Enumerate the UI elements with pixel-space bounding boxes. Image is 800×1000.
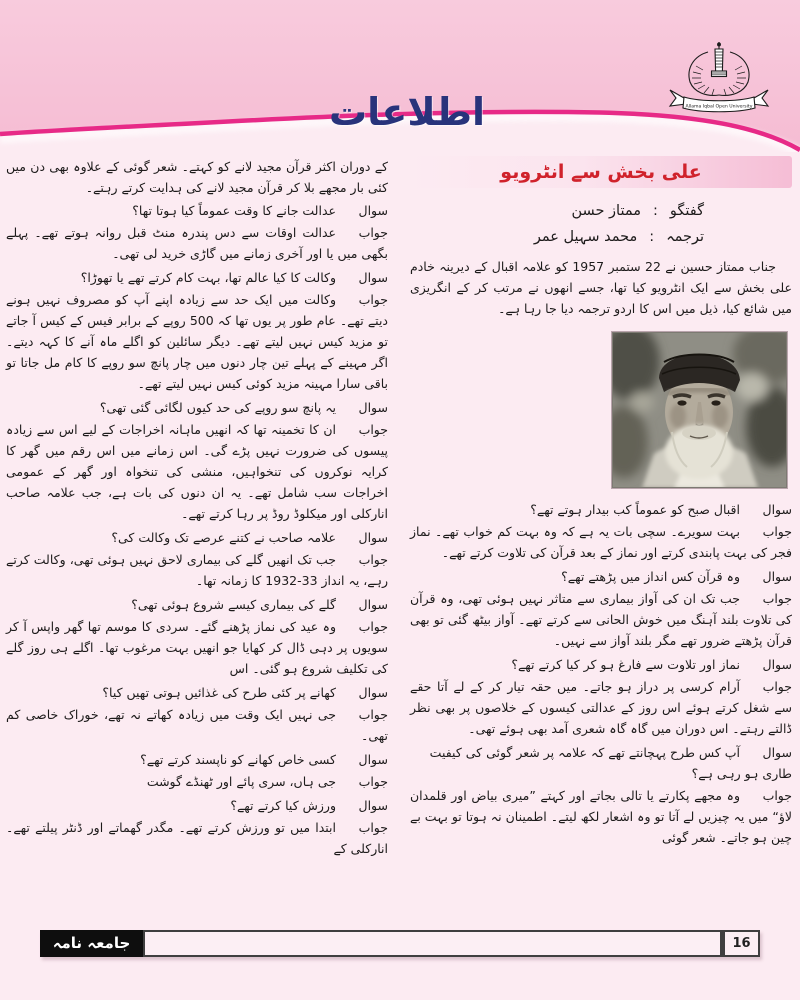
question-line: [6, 682, 388, 703]
answer-label: جواب: [358, 225, 388, 240]
credit-line: [410, 224, 704, 250]
intro-paragraph: جناب ممتاز حسین نے 22 ستمبر 1957 کو علامہ اقبال کے دیرینہ خادم علی بخش سے ایک انٹرویو کیا تھا، جسے انھوں نے مرتب کر کے انگریزی میں شائع کیا، ذیل میں اس کا اردو ترجمہ دیا جا رہا ہے۔: [410, 259, 792, 316]
answer-label: جواب: [358, 422, 388, 437]
qa-item: [6, 594, 388, 679]
left-qa-list: [6, 200, 388, 859]
question-text: علامہ صاحب نے کتنے عرصے تک وکالت کی؟: [111, 530, 336, 545]
question-line: [410, 566, 792, 587]
qa-item: [410, 566, 792, 651]
question-label: سوال: [358, 270, 388, 285]
answer-line: [410, 588, 792, 651]
question-line: [410, 654, 792, 675]
page-footer: [40, 930, 760, 957]
answer-label: جواب: [358, 619, 388, 634]
credit-line: [410, 198, 704, 224]
answer-text: بہت سویرے۔ سچی بات یہ ہے کہ وہ بہت کم خواب تھے۔ نماز فجر کی بہت پابندی کرتے اور نماز کے بعد قرآن کی تلاوت کرتے تھے۔: [410, 524, 792, 560]
question-text: آپ کس طرح پہچانتے تھے کہ علامہ پر شعر گوئی کی کیفیت طاری ہو رہی ہے؟: [429, 745, 792, 781]
qa-item: [410, 742, 792, 848]
answer-line: [6, 771, 388, 792]
question-text: وکالت کا کیا عالم تھا، بہت کام کرتے تھے یا تھوڑا؟: [80, 270, 336, 285]
question-label: سوال: [358, 798, 388, 813]
question-label: سوال: [762, 569, 792, 584]
answer-label: جواب: [762, 788, 792, 803]
answer-label: جواب: [762, 591, 792, 606]
page-number: 16: [722, 930, 760, 957]
credit-separator: :: [652, 203, 658, 219]
answer-text: ان کا تخمینہ تھا کہ انھیں ماہانہ اخراجات کے لیے اس سے زیادہ پیسوں کی ضرورت نہیں پڑے گی۔ اس زمانے میں اس رقم میں گھر کا کرایہ نوکروں کی تنخواہیں، منشی کی تنخواہ اور گھر کے عمومی اخراجات سب شامل تھے۔ یہ ان دنوں کی بات ہے، جب علامہ صاحب انارکلی اور میکلوڈ روڈ پر رہا کرتے تھے۔: [6, 422, 388, 521]
question-label: سوال: [762, 502, 792, 517]
answer-label: جواب: [358, 552, 388, 567]
answer-label: جواب: [358, 774, 388, 789]
right-qa-list: [410, 499, 792, 848]
qa-item: [6, 200, 388, 264]
question-text: گلے کی بیماری کیسے شروع ہوئی تھی؟: [131, 597, 336, 612]
question-line: [6, 749, 388, 770]
answer-label: جواب: [358, 820, 388, 835]
question-text: عدالت جانے کا وقت عموماً کیا ہوتا تھا؟: [132, 203, 336, 218]
qa-item: [6, 397, 388, 524]
question-line: [6, 594, 388, 615]
question-text: کسی خاص کھانے کو ناپسند کرتے تھے؟: [140, 752, 336, 767]
question-label: سوال: [358, 530, 388, 545]
continuation-paragraph: کے دوران اکثر قرآن مجید لانے کو کہتے۔ شعر گوئی کے علاوہ بھی دن میں کئی بار مجھے بلا کر قرآن مجید لانے کی ہدایت کرتے رہتے۔: [6, 159, 388, 195]
answer-line: [6, 289, 388, 394]
ali-bakhsh-photo: [611, 331, 788, 489]
answer-text: آرام کرسی پر دراز ہو جاتے۔ میں حقہ تیار کر کے لے آتا حقے سے شغل کرتے ہوئے اس روز کے عدالتی کیسوں کے خلاصوں پر بھی نظر ڈالتے رہتے۔ اس دوران میں گاہ گاہ شعری آمد بھی ہوئے تھی۔: [410, 679, 792, 736]
answer-text: وہ عید کی نماز پڑھنے گئے۔ سردی کا موسم تھا گھر واپس آ کر سویوں پر دہی ڈال کر کھایا جو انھیں بہت مرغوب تھا۔ اگلے ہی روز گلے کی تکلیف شروع ہو گئی۔ اس: [6, 619, 388, 676]
answer-text: جی نہیں ایک وقت میں زیادہ کھاتے نہ تھے، خوراک خاصی کم تھی۔: [6, 707, 388, 743]
answer-text: جب تک ان کی آواز بیماری سے متاثر نہیں ہوئی تھی، وہ قرآن کی تلاوت بلند آہنگ میں خوش الحانی سے کرتے تھے۔ آواز بیٹھ گئی تو بھی قرآن پڑھتے ضرور تھے مگر بلند آواز سے نہیں۔: [410, 591, 792, 648]
answer-text: عدالت اوقات سے دس پندرہ منٹ قبل روانہ ہوتے تھے۔ پہلے بگھی میں یا اور آخری زمانے میں گاڑی خرید لی تھی۔: [6, 225, 388, 261]
question-label: سوال: [358, 597, 388, 612]
answer-text: جب تک انھیں گلے کی بیماری لاحق نہیں ہوئی تھی، وکالت کرتے رہے، یہ انداز 33-1932 کا زمانہ تھا۔: [6, 552, 388, 588]
credits-block: [410, 196, 792, 252]
credit-separator: :: [649, 229, 655, 245]
question-label: سوال: [762, 745, 792, 760]
answer-label: جواب: [358, 292, 388, 307]
answer-text: جی ہاں، سری پائے اور ٹھنڈے گوشت: [146, 774, 336, 789]
answer-text: ابتدا میں تو ورزش کرتے تھے۔ مگدر گھماتے اور ڈنٹر پیلتے تھے۔ انارکلی کے: [6, 820, 388, 856]
qa-item: [6, 682, 388, 746]
magazine-name-box: جامعہ نامہ: [40, 930, 143, 957]
page-header: [0, 0, 800, 152]
credit-label: گفتگو: [669, 203, 704, 219]
answer-line: [410, 676, 792, 739]
qa-item: [6, 795, 388, 859]
interview-heading: علی بخش سے انٹرویو: [410, 156, 792, 188]
answer-text: وکالت میں ایک حد سے زیادہ اپنے آپ کو مصروف نہیں ہونے دیتے تھے۔ عام طور پر یوں تھا کہ 500 روپے کے برابر فیس کے کیس آ جاتے تو مزید کیس نہیں لیتے تھے۔ دیگر سائلین کو اگلے ماہ آنے کا کہہ دیتے۔ اگر مہینے کے پہلے تین چار دنوں میں چار پانچ سو روپے کا کام مل جاتا تو باقی سارا مہینہ مزید کوئی کیس نہیں لیتے تھے۔: [6, 292, 388, 391]
answer-label: جواب: [762, 524, 792, 539]
credit-value: محمد سہیل عمر: [533, 229, 638, 245]
credit-label: ترجمہ: [666, 229, 704, 245]
answer-label: جواب: [762, 679, 792, 694]
qa-item: [410, 654, 792, 739]
question-line: [6, 795, 388, 816]
question-label: سوال: [358, 203, 388, 218]
answer-line: [6, 817, 388, 859]
answer-line: [6, 616, 388, 679]
university-logo: [660, 40, 778, 120]
footer-rule-bar: [143, 930, 722, 957]
question-label: سوال: [358, 685, 388, 700]
question-text: وہ قرآن کس انداز میں پڑھتے تھے؟: [561, 569, 740, 584]
question-line: [6, 527, 388, 548]
question-text: نماز اور تلاوت سے فارغ ہو کر کیا کرتے تھے؟: [511, 657, 740, 672]
question-line: [6, 200, 388, 221]
question-text: کھانے پر کئی طرح کی غذائیں ہوتی تھیں کیا؟: [102, 685, 336, 700]
question-text: ورزش کیا کرتے تھے؟: [230, 798, 336, 813]
question-text: اقبال صبح کو عموماً کب بیدار ہوتے تھے؟: [530, 502, 740, 517]
answer-line: [410, 521, 792, 563]
question-line: [410, 499, 792, 520]
question-line: [6, 267, 388, 288]
qa-item: [410, 499, 792, 563]
answer-line: [6, 222, 388, 264]
left-column: [6, 154, 388, 930]
right-column: [410, 154, 792, 930]
qa-item: [6, 527, 388, 591]
page-title: اطلاعات: [328, 90, 486, 134]
question-text: یہ پانچ سو روپے کی حد کیوں لگائی گئی تھی؟: [99, 400, 336, 415]
answer-line: [6, 419, 388, 524]
answer-line: [410, 785, 792, 848]
question-line: [6, 397, 388, 418]
question-label: سوال: [358, 400, 388, 415]
question-label: سوال: [762, 657, 792, 672]
article-body: [0, 150, 800, 930]
credit-value: ممتاز حسن: [571, 203, 641, 219]
answer-line: [6, 704, 388, 746]
answer-label: جواب: [358, 707, 388, 722]
qa-item: [6, 267, 388, 394]
question-line: [410, 742, 792, 784]
answer-line: [6, 549, 388, 591]
answer-text: وہ مجھے پکارتے یا تالی بجاتے اور کہتے ”میری بیاض اور قلمدان لاؤ“ میں یہ چیزیں لے آتا تو وہ اشعار لکھ لیتے۔ اطمینان نہ ہوتا تو بہت بے چین ہو جاتے۔ شعر گوئی: [410, 788, 792, 845]
qa-item: [6, 749, 388, 792]
logo-ribbon-text: Allama Iqbal Open University: [685, 104, 753, 110]
question-label: سوال: [358, 752, 388, 767]
